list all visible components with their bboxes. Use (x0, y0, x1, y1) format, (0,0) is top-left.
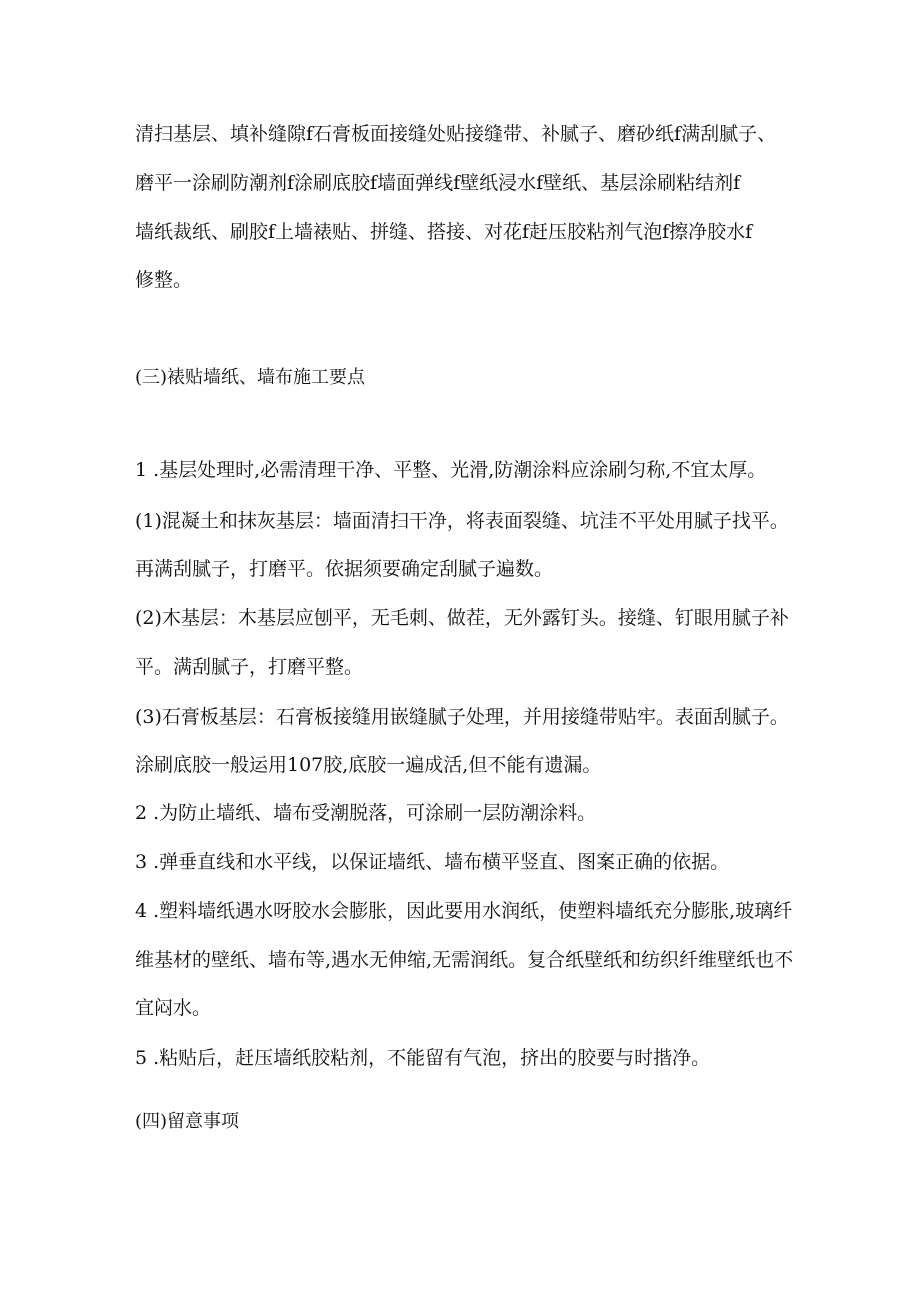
sub-point-1-line-2: 再满刮腻子，打磨平。依据须要确定刮腻子遍数。 (135, 558, 554, 580)
point-5: 5 .粘贴后，赶压墙纸胶粘剂，不能留有气泡，挤出的胶要与时揩净。 (135, 1047, 711, 1069)
point-3: 3 .弹垂直线和水平线，以保证墙纸、墙布横平竖直、图案正确的依据。 (135, 851, 730, 873)
process-line-1: 清扫基层、填补缝隙f石膏板面接缝处贴接缝带、补腻子、磨砂纸f满刮腻子、 (135, 123, 777, 145)
point-2: 2 .为防止墙纸、墙布受潮脱落，可涂刷一层防潮涂料。 (135, 802, 597, 824)
point-4-line-2: 维基材的壁纸、墙布等,遇水无伸缩,无需润纸。复合纸壁纸和纺织纤维壁纸也不 (135, 949, 794, 971)
process-line-2: 磨平一涂刷防潮剂f涂刷底胶f墙面弹线f壁纸浸水f壁纸、基层涂刷粘结剂f (135, 172, 741, 194)
sub-point-1-line-1: (1)混凝土和抹灰基层：墙面清扫干净，将表面裂缝、坑洼不平处用腻子找平。 (135, 510, 789, 532)
point-4-line-3: 宜闷水。 (135, 997, 212, 1019)
sub-point-2-line-1: (2)木基层：木基层应刨平，无毛刺、做茬，无外露钉头。接缝、钉眼用腻子补 (135, 607, 789, 629)
point-1: 1 .基层处理时,必需清理干净、平整、光滑,防潮涂料应涂刷匀称,不宜太厚。 (135, 459, 767, 481)
process-line-3: 墙纸裁纸、刷胶f上墙裱贴、拼缝、搭接、对花f赶压胶粘剂气泡f擦净胶水f (135, 221, 753, 243)
sub-point-3-line-2: 涂刷底胶一般运用107胶,底胶一遍成活,但不能有遗漏。 (135, 754, 602, 776)
process-line-4: 修整。 (135, 269, 193, 291)
section-four-heading: (四)留意事项 (135, 1111, 240, 1132)
section-three-heading: (三)裱贴墙纸、墙布施工要点 (135, 367, 366, 388)
sub-point-3-line-1: (3)石膏板基层：石膏板接缝用嵌缝腻子处理，并用接缝带贴牢。表面刮腻子。 (135, 706, 789, 728)
point-4-line-1: 4 .塑料墙纸遇水呀胶水会膨胀，因此要用水润纸，使塑料墙纸充分膨胀,玻璃纤 (135, 900, 793, 922)
sub-point-2-line-2: 平。满刮腻子，打磨平整。 (135, 656, 364, 678)
